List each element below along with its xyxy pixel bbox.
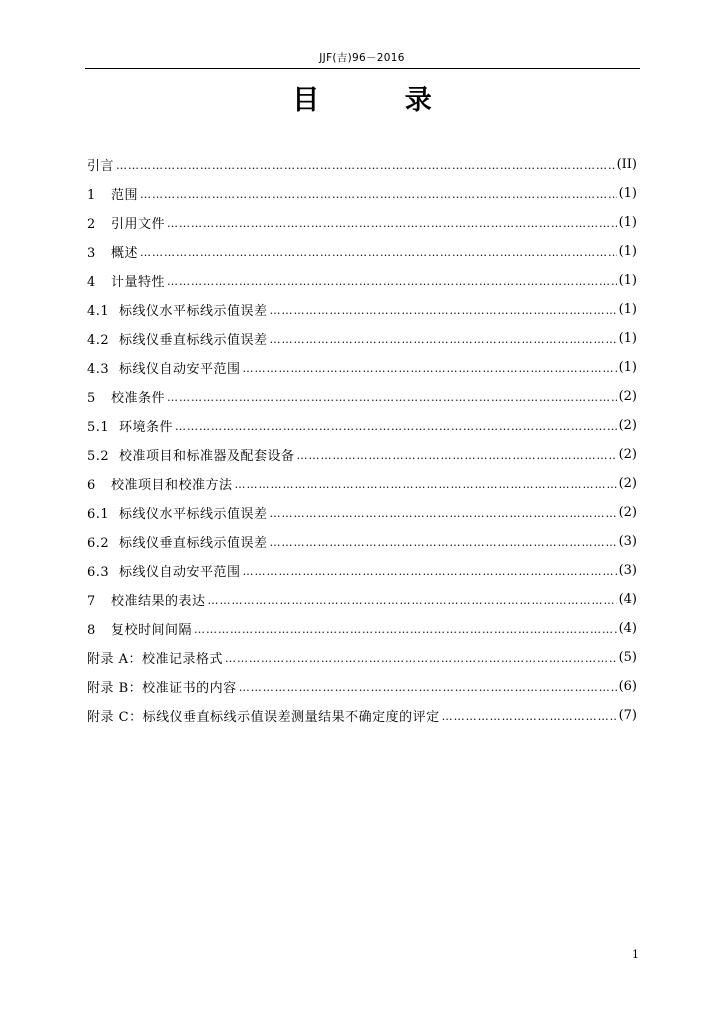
toc-entry[interactable] [87, 498, 637, 527]
toc-entry-page: (2) [618, 447, 637, 462]
header-divider [85, 68, 640, 69]
toc-dot-leader [270, 507, 617, 520]
toc-entry-number: 4.3 [87, 362, 110, 377]
toc-entry[interactable] [87, 411, 637, 440]
toc-dot-leader [167, 275, 617, 288]
toc-entry-text: 复校时间间隔 [111, 623, 193, 638]
toc-entry[interactable] [87, 266, 637, 295]
toc-entry-label [87, 213, 165, 232]
toc-dot-leader [140, 246, 617, 259]
toc-entry-text: 引言 [87, 159, 115, 174]
toc-entry-page: (6) [618, 679, 637, 694]
toc-dot-leader [297, 449, 617, 462]
toc-entry-text: 附录 C：标线仪垂直标线示值误差测量结果不确定度的评定 [87, 710, 440, 725]
toc-entry[interactable] [87, 179, 637, 208]
toc-entry-page: (1) [618, 360, 637, 375]
toc-entry-label [87, 416, 173, 435]
toc-entry[interactable] [87, 295, 637, 324]
toc-entry-text: 引用文件 [111, 217, 166, 232]
toc-dot-leader [235, 478, 617, 491]
toc-entry-text: 校准项目和校准方法 [111, 478, 233, 493]
toc-entry-number: 5 [87, 391, 96, 406]
toc-dot-leader [442, 710, 617, 723]
toc-entry-label [87, 184, 138, 203]
toc-dot-leader [225, 652, 617, 665]
toc-entry[interactable] [87, 614, 637, 643]
toc-entry[interactable] [87, 585, 637, 614]
toc-entry-page: (2) [618, 505, 637, 520]
toc-entry-label [87, 503, 268, 522]
toc-entry-number: 4.1 [87, 304, 110, 319]
toc-entry-text: 标线仪自动安平范围 [119, 362, 241, 377]
toc-entry-page: (1) [618, 215, 637, 230]
toc-entry-text: 校准条件 [111, 391, 166, 406]
toc-entry-label [87, 706, 440, 725]
toc-dot-leader [194, 623, 617, 636]
toc-entry-page: (1) [618, 331, 637, 346]
toc-entry-number: 8 [87, 623, 96, 638]
toc-dot-leader [167, 391, 617, 404]
toc-entry-label [87, 677, 237, 696]
toc-entry-text: 计量特性 [111, 275, 166, 290]
toc-entry-text: 标线仪垂直标线示值误差 [119, 333, 268, 348]
toc-entry-text: 附录 A：校准记录格式 [87, 652, 224, 667]
toc-entry-page: (4) [618, 592, 637, 607]
toc-entry[interactable] [87, 672, 637, 701]
toc-entry-label [87, 590, 206, 609]
toc-dot-leader [243, 362, 617, 375]
toc-entry[interactable] [87, 440, 637, 469]
toc-entry-page: (1) [618, 186, 637, 201]
toc-dot-leader [175, 420, 617, 433]
toc-entry-text: 附录 B：校准证书的内容 [87, 681, 237, 696]
toc-dot-leader [270, 304, 617, 317]
toc-entry-label [87, 155, 114, 174]
toc-entry-number: 2 [87, 217, 96, 232]
toc-entry-number: 6.1 [87, 507, 110, 522]
toc-entry-page: (1) [618, 273, 637, 288]
toc-dot-leader [243, 565, 617, 578]
toc-entry-number: 4 [87, 275, 96, 290]
toc-entry-page: (1) [618, 302, 637, 317]
toc-entry-page: (2) [618, 389, 637, 404]
toc-dot-leader [239, 681, 617, 694]
toc-entry-label [87, 619, 192, 638]
toc-entry-number: 6.2 [87, 536, 110, 551]
toc-dot-leader [208, 594, 617, 607]
toc-dot-leader [270, 536, 617, 549]
toc-entry-label [87, 271, 165, 290]
toc-entry-page: (II) [616, 157, 637, 172]
toc-entry-number: 1 [87, 188, 96, 203]
toc-entry-label [87, 300, 268, 319]
toc-entry-number: 5.2 [87, 449, 110, 464]
toc-dot-leader [167, 217, 617, 230]
toc-entry[interactable] [87, 382, 637, 411]
toc-entry-label [87, 532, 268, 551]
toc-entry[interactable] [87, 643, 637, 672]
toc-entry[interactable] [87, 150, 637, 179]
toc-entry-text: 标线仪垂直标线示值误差 [119, 536, 268, 551]
page-title: 目 录 [292, 85, 470, 116]
toc-entry-text: 标线仪水平标线示值误差 [119, 507, 268, 522]
document-code: JJF(吉)96－2016 [319, 52, 405, 64]
toc-entry[interactable] [87, 324, 637, 353]
toc-entry[interactable] [87, 353, 637, 382]
page-number: 1 [632, 948, 639, 961]
toc-entry-label [87, 387, 165, 406]
toc-entry-text: 校准结果的表达 [111, 594, 206, 609]
toc-entry[interactable] [87, 208, 637, 237]
toc-entry-number: 6.3 [87, 565, 110, 580]
toc-entry-number: 6 [87, 478, 96, 493]
toc-entry-label [87, 358, 241, 377]
toc-entry[interactable] [87, 237, 637, 266]
toc-entry-label [87, 242, 138, 261]
toc-entry-number: 5.1 [87, 420, 110, 435]
toc-entry-text: 标线仪水平标线示值误差 [119, 304, 268, 319]
toc-entry-text: 环境条件 [119, 420, 174, 435]
toc-entry-page: (1) [618, 244, 637, 259]
toc-entry-page: (3) [618, 534, 637, 549]
toc-entry[interactable] [87, 556, 637, 585]
toc-dot-leader [116, 159, 615, 172]
toc-entry-page: (3) [618, 563, 637, 578]
toc-entry[interactable] [87, 701, 637, 730]
toc-dot-leader [270, 333, 617, 346]
toc-entry-page: (4) [618, 621, 637, 636]
toc-entry[interactable] [87, 469, 637, 498]
toc-entry-label [87, 329, 268, 348]
toc-entry-label [87, 445, 295, 464]
toc-entry-text: 标线仪自动安平范围 [119, 565, 241, 580]
toc-entry-page: (2) [618, 418, 637, 433]
toc-dot-leader [140, 188, 617, 201]
toc-entry-text: 校准项目和标准器及配套设备 [119, 449, 295, 464]
toc-entry-page: (5) [618, 650, 637, 665]
toc-entry-text: 概述 [111, 246, 139, 261]
toc-entry-number: 4.2 [87, 333, 110, 348]
toc-entry-number: 7 [87, 594, 96, 609]
toc-entry-label [87, 561, 241, 580]
toc-entry-page: (7) [618, 708, 637, 723]
toc-entry-page: (2) [618, 476, 637, 491]
toc-entry[interactable] [87, 527, 637, 556]
toc-entry-number: 3 [87, 246, 96, 261]
toc-entry-label [87, 474, 233, 493]
toc-entry-text: 范围 [111, 188, 139, 203]
table-of-contents [87, 150, 637, 730]
toc-entry-label [87, 648, 223, 667]
